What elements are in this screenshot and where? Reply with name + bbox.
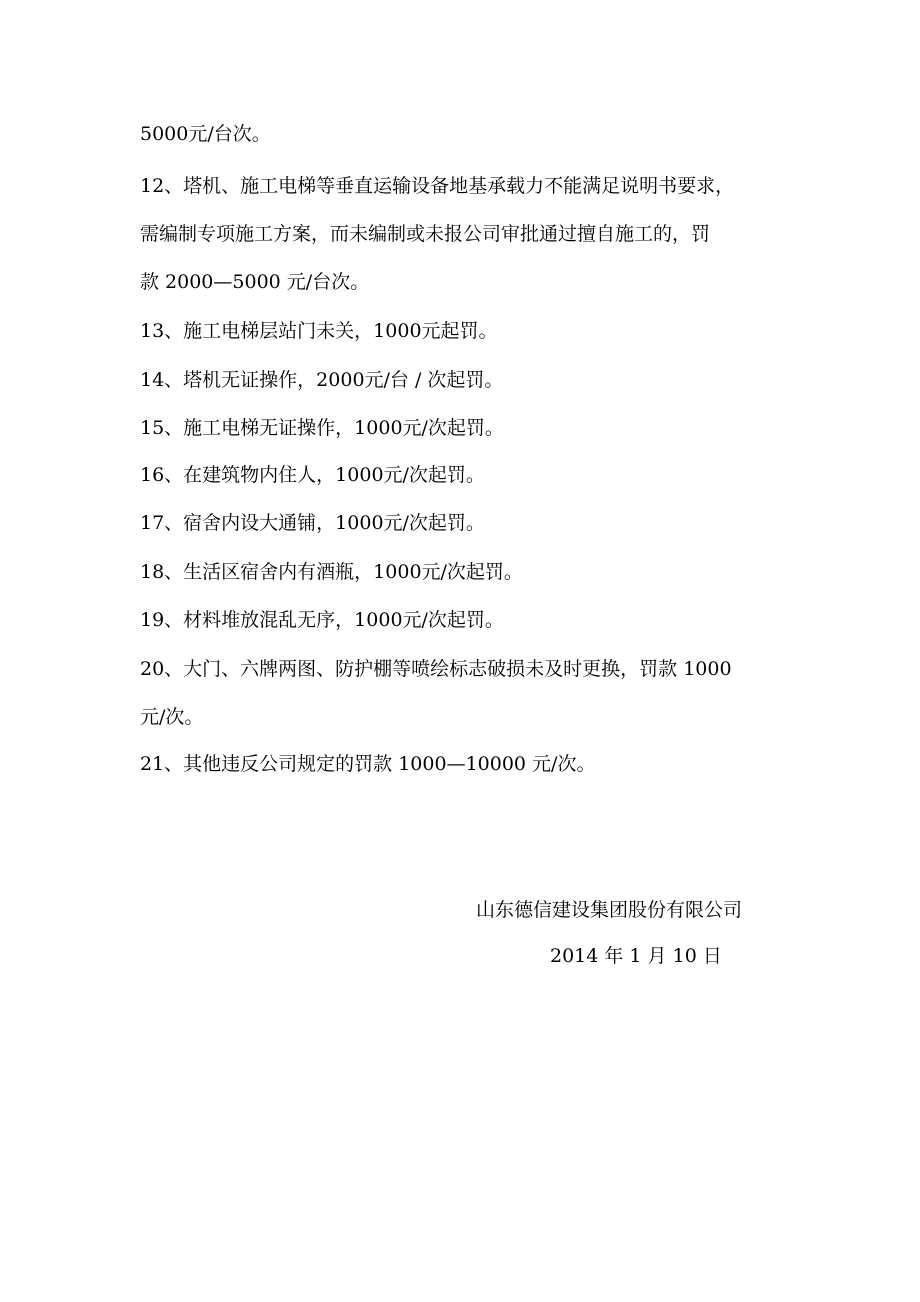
text-line: 19、材料堆放混乱无序，1000元/次起罚。: [140, 609, 504, 631]
signature-date: 2014 年 1 月 10 日: [550, 945, 722, 967]
text-line: 13、施工电梯层站门未关，1000元起罚。: [140, 320, 498, 342]
text-line: 14、塔机无证操作，2000元/台 / 次起罚。: [140, 369, 504, 391]
text-line: 15、施工电梯无证操作，1000元/次起罚。: [140, 417, 504, 439]
text-line: 元/次。: [140, 706, 204, 728]
text-line: 17、宿舍内设大通铺，1000元/次起罚。: [140, 512, 485, 534]
text-line: 12、塔机、施工电梯等垂直运输设备地基承载力不能满足说明书要求，: [140, 175, 735, 197]
text-line: 5000元/台次。: [140, 123, 271, 145]
text-line: 18、生活区宿舍内有酒瓶，1000元/次起罚。: [140, 561, 523, 583]
text-line: 款 2000—5000 元/台次。: [140, 271, 370, 293]
company-signature: 山东德信建设集团股份有限公司: [476, 899, 743, 921]
text-line: 需编制专项施工方案，而未编制或未报公司审批通过擅自施工的，罚: [140, 223, 711, 245]
text-line: 20、大门、六牌两图、防护棚等喷绘标志破损未及时更换，罚款 1000: [140, 658, 732, 680]
text-line: 21、其他违反公司规定的罚款 1000—10000 元/次。: [140, 753, 596, 775]
text-line: 16、在建筑物内住人，1000元/次起罚。: [140, 464, 485, 486]
